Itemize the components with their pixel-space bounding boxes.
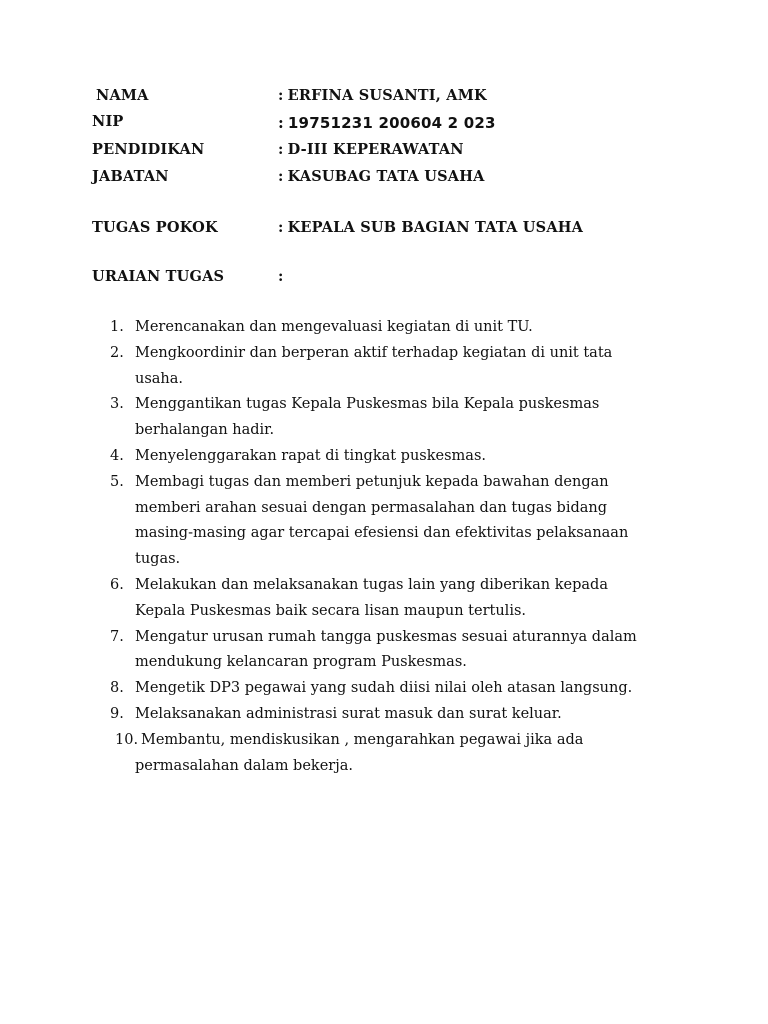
list-item-text: Membantu, mendiskusikan , mengarahkan pegawai jika ada permasalahan dalam bekerja. [135,731,584,774]
list-item [0,728,768,780]
field-label-pendidikan: PENDIDIKAN [92,141,205,158]
field-colon: : [278,219,284,236]
list-item-number: 7. [110,628,124,645]
list-item [0,444,768,470]
field-label-nip: NIP [92,113,124,130]
field-colon: : [278,168,284,185]
field-colon: : [278,87,284,104]
list-item [0,676,768,702]
field-label-tugas-pokok: TUGAS POKOK [92,219,218,236]
field-value-jabatan [278,168,485,185]
list-item [0,341,768,393]
list-item [0,573,768,625]
field-row-jabatan [92,168,712,192]
list-item-text: Mengetik DP3 pegawai yang sudah diisi nilai oleh atasan langsung. [135,680,633,697]
field-colon: : [278,141,284,158]
field-row-pendidikan [92,141,712,165]
list-item-number: 5. [110,473,124,490]
list-item [0,315,768,341]
list-item-number: 3. [110,396,124,413]
field-row-nama [96,87,716,111]
list-item-number: 6. [110,576,124,593]
field-value-tugas-pokok-text: KEPALA SUB BAGIAN TATA USAHA [287,219,584,236]
field-value-pendidikan [278,141,464,158]
list-item-number: 1. [110,319,124,335]
field-value-nip-text: 19751231 200604 2 023 [287,114,496,132]
list-item-number: 10. [115,731,139,748]
field-value-pendidikan-text: D-III KEPERAWATAN [287,141,464,158]
list-item-text: Mengkoordinir dan berperan aktif terhadap kegiatan di unit tata usaha. [135,344,613,387]
list-item-number: 8. [110,680,124,697]
list-item-number: 2. [110,344,124,361]
field-row-tugas-pokok [92,219,712,243]
list-item-text: Menyelenggarakan rapat di tingkat puskesmas. [135,447,486,464]
list-item-text: Merencanakan dan mengevaluasi kegiatan di unit TU. [135,319,533,335]
list-item-text: Melakukan dan melaksanakan tugas lain yang diberikan kepada Kepala Puskesmas baik secara lisan maupun tertulis. [135,576,608,619]
field-row-nip [92,113,712,137]
list-item-text: Melaksanakan administrasi surat masuk dan surat keluar. [135,705,562,722]
field-value-nama-text: ERFINA SUSANTI, AMK [287,87,487,104]
list-item [0,470,768,573]
field-value-tugas-pokok [278,219,583,236]
list-item-number: 4. [110,447,124,464]
list-item-text: Menggantikan tugas Kepala Puskesmas bila Kepala puskesmas berhalangan hadir. [135,396,600,439]
list-item-number: 9. [110,705,124,722]
field-value-nip [278,113,496,132]
field-label-uraian-tugas: URAIAN TUGAS [92,268,225,285]
field-colon: : [278,113,284,132]
list-item [0,702,768,728]
field-colon: : [278,268,284,285]
field-value-nama [278,87,487,104]
field-value-jabatan-text: KASUBAG TATA USAHA [287,168,485,185]
list-item [0,625,768,677]
list-item [0,392,768,444]
task-list [0,315,768,779]
field-label-jabatan: JABATAN [92,168,169,185]
field-row-uraian-tugas [92,268,712,292]
field-value-uraian-tugas [278,268,288,285]
list-item-text: Membagi tugas dan memberi petunjuk kepada bawahan dengan memberi arahan sesuai dengan permasalahan dan tugas bidang masing-masing agar tercapai efesiensi dan efektivitas pelaksanaan tugas. [135,473,629,568]
field-label-nama: NAMA [96,87,149,104]
list-item-text: Mengatur urusan rumah tangga puskesmas sesuai aturannya dalam mendukung kelancaran program Puskesmas. [135,628,637,671]
